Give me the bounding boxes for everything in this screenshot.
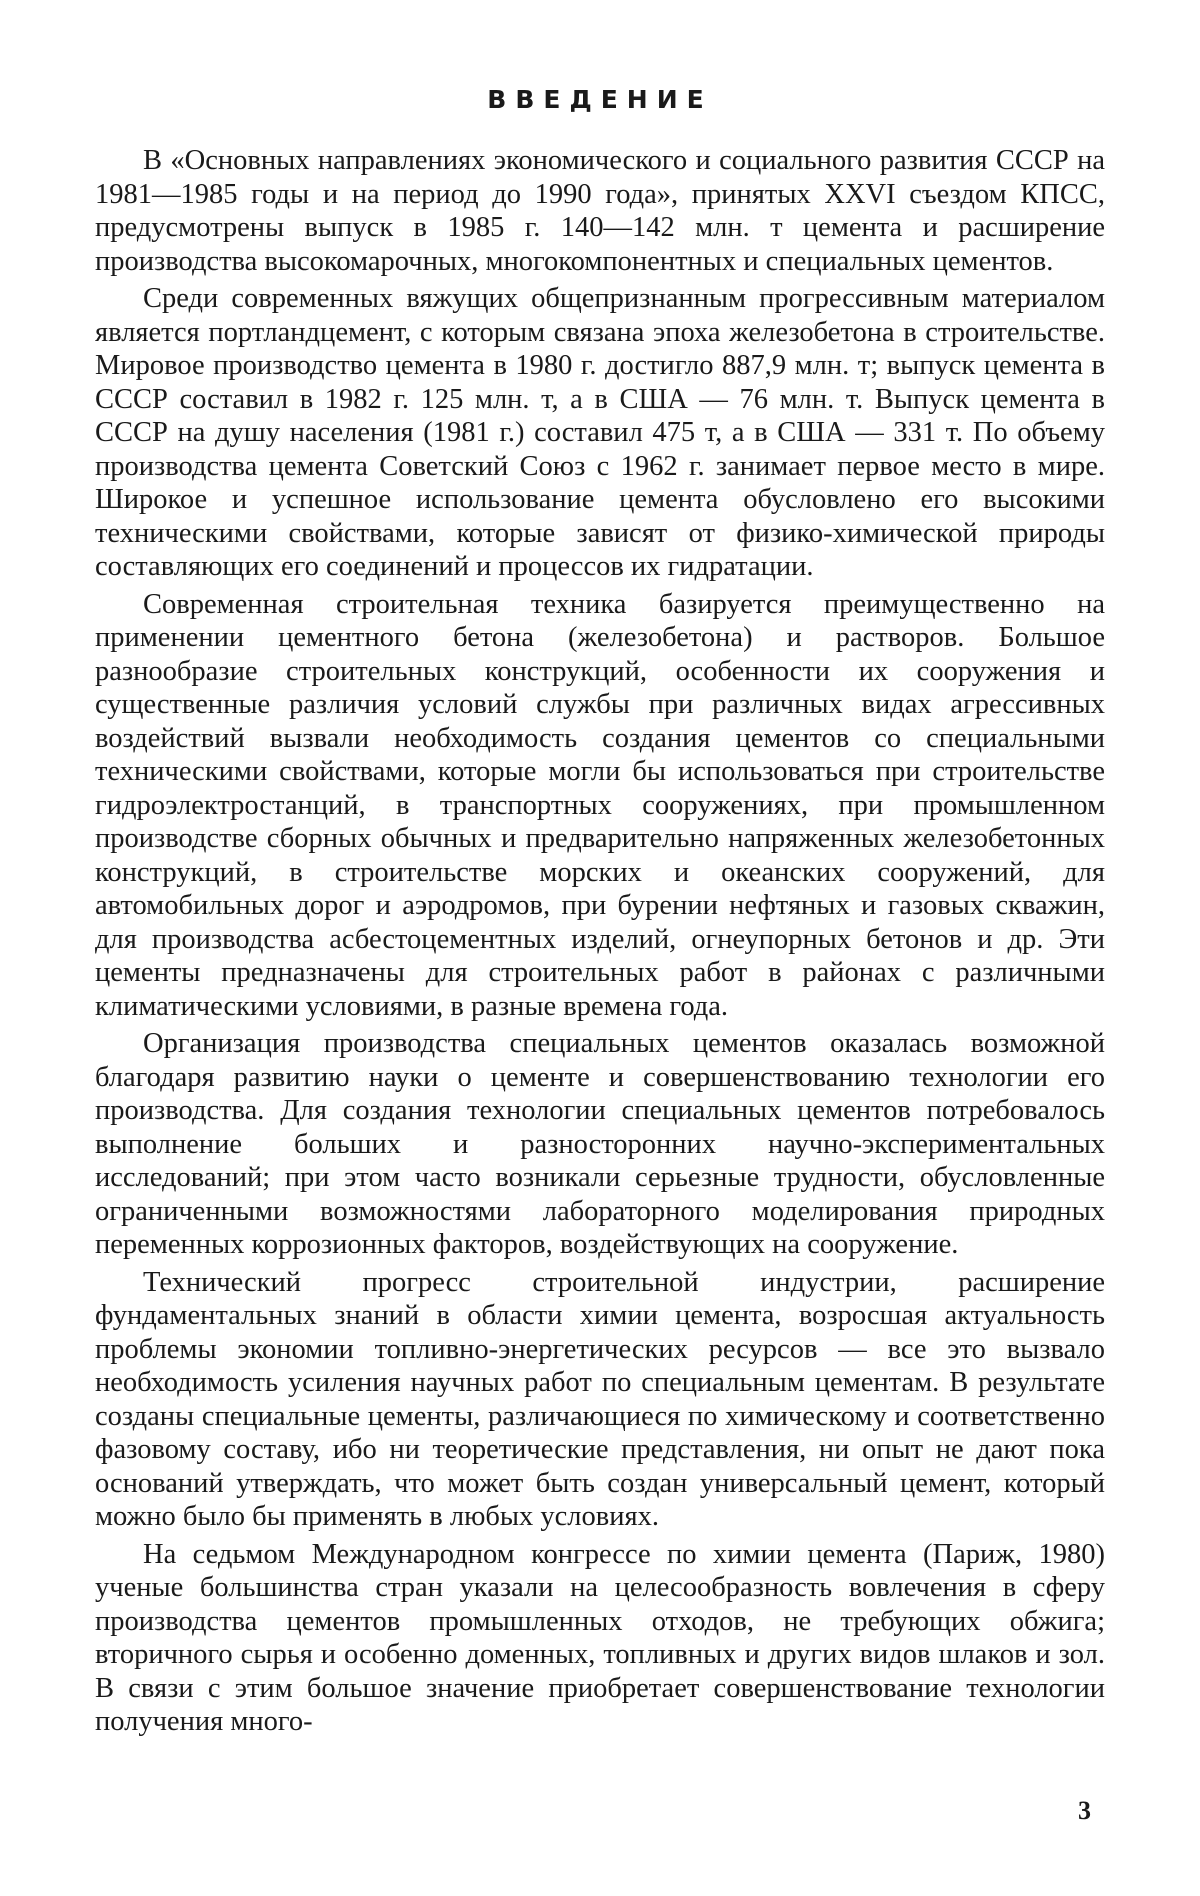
paragraph: На седьмом Международном конгрессе по химии цемента (Париж, 1980) ученые большинства стран указали на целесообразность вовлечения в сферу производства цементов промышленных отходов, не требующих обжига; вторичного сырья и особенно доменных, топливных и других видов шлаков и зол. В связи с этим большое значение приобретает совершенствование технологии получения много-	[95, 1538, 1105, 1737]
page-number: 3	[1078, 1796, 1091, 1825]
paragraph: Организация производства специальных цементов оказалась возможной благодаря развитию науки о цементе и совершенствованию технологии его производства. Для создания технологии специальных цементов потребовалось выполнение больших и разносторонних научно-экспериментальных исследований; при этом часто возникали серьезные трудности, обусловленные ограниченными возможностями лабораторного моделирования природных переменных коррозионных факторов, воздействующих на сооружение.	[95, 1028, 1105, 1260]
paragraph: В «Основных направлениях экономического и социального развития СССР на 1981—1985 годы и на период до 1990 года», принятых XXVI съездом КПСС, предусмотрены выпуск в 1985 г. 140—142 млн. т цемента и расширение производства высокомарочных, многокомпонентных и специальных цементов.	[95, 145, 1105, 277]
paragraph: Технический прогресс строительной индустрии, расширение фундаментальных знаний в области химии цемента, возросшая актуальность проблемы экономии топливно-энергетических ресурсов — все это вызвало необходимость усиления научных работ по специальным цементам. В результате созданы специальные цементы, различающиеся по химическому и соответственно фазовому составу, ибо ни теоретические представления, ни опыт не дают пока оснований утверждать, что может быть создан универсальный цемент, который можно было бы применять в любых условиях.	[95, 1266, 1105, 1532]
chapter-heading: ВВЕДЕНИЕ	[487, 85, 713, 114]
page-content	[95, 85, 1105, 1743]
paragraph: Современная строительная техника базируется преимущественно на применении цементного бетона (железобетона) и растворов. Большое разнообразие строительных конструкций, особенности их сооружения и существенные различия условий службы при различных видах агрессивных воздействий вызвали необходимость создания цементов со специальными техническими свойствами, которые могли бы использоваться при строительстве гидроэлектростанций, в транспортных сооружениях, при промышленном производстве сборных обычных и предварительно напряженных железобетонных конструкций, в строительстве морских и океанских сооружений, для автомобильных дорог и аэродромов, при бурении нефтяных и газовых скважин, для производства асбестоцементных изделий, огнеупорных бетонов и др. Эти цементы предназначены для строительных работ в районах с различными климатическими условиями, в разные времена года.	[95, 588, 1105, 1022]
paragraph: Среди современных вяжущих общепризнанным прогрессивным материалом является портландцемент, с которым связана эпоха железобетона в строительстве. Мировое производство цемента в 1980 г. достигло 887,9 млн. т; выпуск цемента в СССР составил в 1982 г. 125 млн. т, а в США — 76 млн. т. Выпуск цемента в СССР на душу населения (1981 г.) составил 475 т, а в США — 331 т. По объему производства цемента Советский Союз с 1962 г. занимает первое место в мире. Широкое и успешное использование цемента обусловлено его высокими техническими свойствами, которые зависят от физико-химической природы составляющих его соединений и процессов их гидратации.	[95, 283, 1105, 582]
